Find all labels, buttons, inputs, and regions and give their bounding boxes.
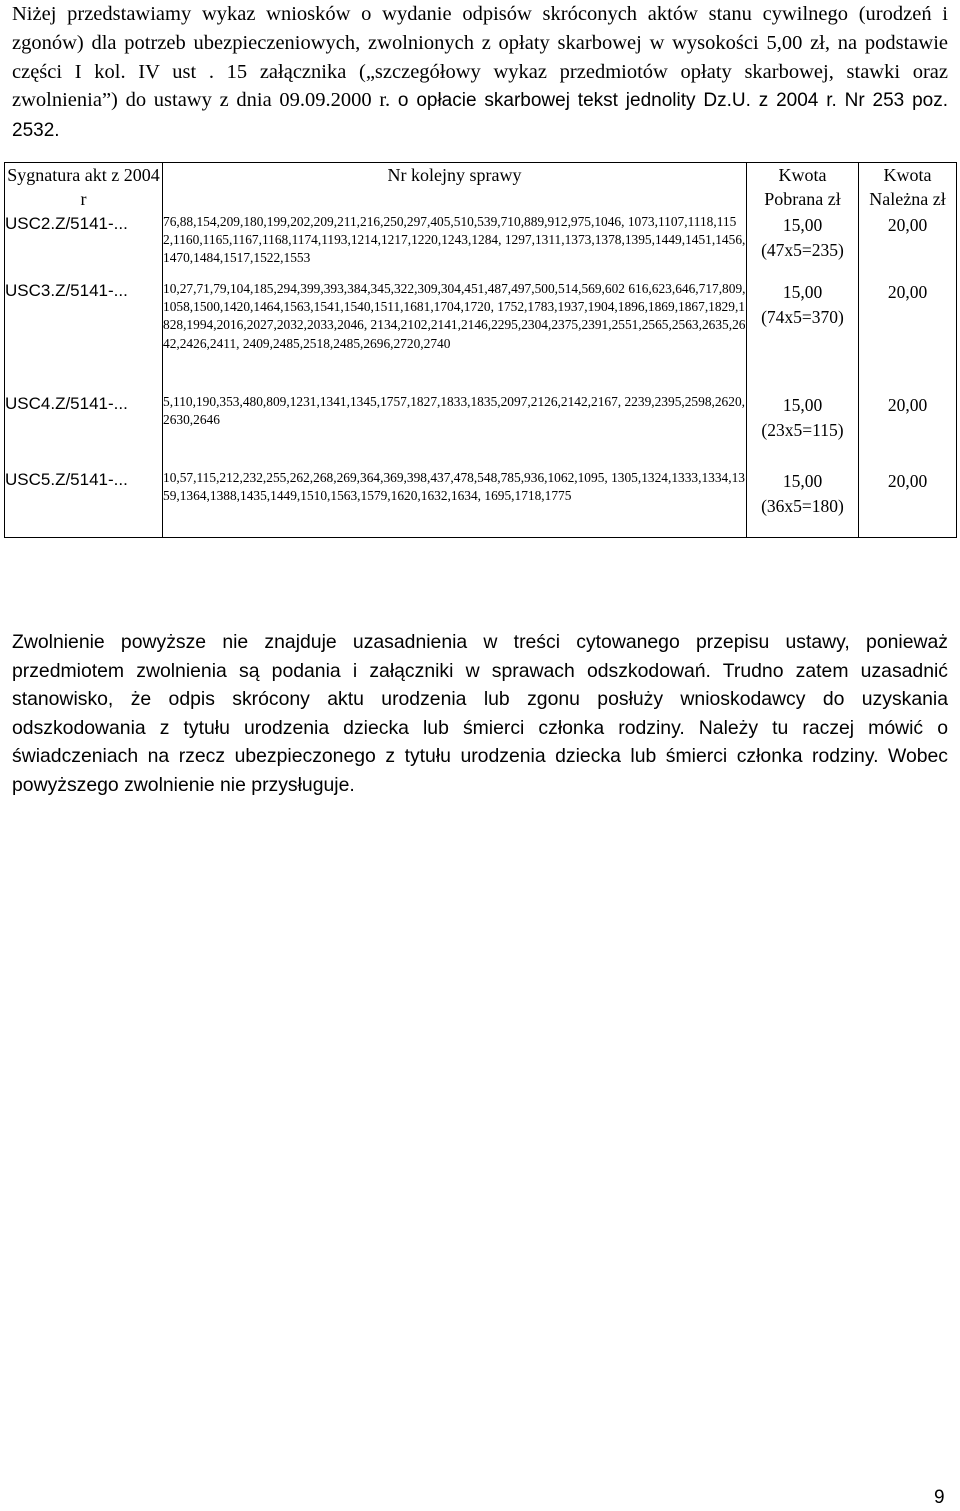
row-amount-collected (747, 469, 859, 538)
table-header-row (5, 163, 957, 214)
collected-calculation: (74x5=370) (761, 307, 844, 327)
row-case-numbers: 10,27,71,79,104,185,294,399,393,384,345,322,309,304,451,487,497,500,514,569,602 616,623,646,717,809,1058,1500,1420,1464,1563,1541,1540,1511,1681,1704,1720, 1752,1783,1937,1904,1896,1869,1867,1829,1828,1994,2016,2027,2032,2033,2046, 2134,2102,2141,2146,2295,2304,2375,2391,2551,2565,2563,2635,2642,2426,2411, 2409,2485,2518,2485,2696,2720,2740 (163, 280, 747, 393)
row-amount-due: 20,00 (859, 393, 957, 469)
row-signature: USC5.Z/5141-... (5, 469, 163, 538)
intro-text-part2: o opłacie skarbowej tekst jednolity Dz.U. z 2004 r. Nr 253 poz. 2532. (12, 90, 949, 142)
header-amount-collected: Kwota Pobrana zł (747, 163, 859, 214)
intro-paragraph (12, 0, 948, 146)
collected-value: 15,00 (782, 215, 823, 235)
collected-calculation: (23x5=115) (761, 420, 844, 440)
row-amount-collected (747, 280, 859, 393)
row-amount-collected (747, 213, 859, 280)
row-amount-due: 20,00 (859, 280, 957, 393)
collected-calculation: (36x5=180) (761, 496, 844, 516)
table-row (5, 280, 957, 393)
row-signature: USC3.Z/5141-... (5, 280, 163, 393)
row-signature: USC4.Z/5141-... (5, 393, 163, 469)
collected-value: 15,00 (782, 282, 823, 302)
collected-value: 15,00 (782, 471, 823, 491)
table-row (5, 469, 957, 538)
table-row (5, 393, 957, 469)
closing-paragraph: Zwolnienie powyższe nie znajduje uzasadnienia w treści cytowanego przepisu ustawy, ponieważ przedmiotem zwolnienia są podania i załączniki w sprawach odszkodowań. Trudno zatem uzasadnić stanowisko, że odpis skrócony aktu urodzenia lub zgonu posłuży wnioskodawcy do uzyskania odszkodowania z tytułu urodzenia dziecka lub śmierci członka rodziny. Należy tu raczej mówić o świadczeniach na rzecz ubezpieczonego z tytułu urodzenia dziecka lub śmierci członka rodziny. Wobec powyższego zwolnienie nie przysługuje. (12, 631, 948, 796)
row-signature: USC2.Z/5141-... (5, 213, 163, 280)
applications-table (4, 162, 957, 538)
row-case-numbers: 10,57,115,212,232,255,262,268,269,364,369,398,437,478,548,785,936,1062,1095, 1305,1324,1333,1334,1359,1364,1388,1435,1449,1510,1563,1579,1620,1632,1634, 1695,1718,1775 (163, 469, 747, 538)
header-signature: Sygnatura akt z 2004 r (5, 163, 163, 214)
row-amount-collected (747, 393, 859, 469)
page-number: 9 (934, 1487, 945, 1508)
intro-text-part1: Niżej przedstawiamy wykaz wniosków o wydanie odpisów skróconych aktów stanu cywilnego (urodzeń i zgonów) dla potrzeb ubezpieczeniowych, zwolnionych z opłaty skarbowej w wysokości 5,00 zł, na podstawie części I kol. IV ust . 15 załącznika („szczegółowy wykaz przedmiotów opłaty skarbowej, stawki oraz zwolnienia”) do ustawy z dnia 09.09.2000 r. (12, 3, 948, 112)
header-amount-due: Kwota Należna zł (859, 163, 957, 214)
row-case-numbers: 5,110,190,353,480,809,1231,1341,1345,1757,1827,1833,1835,2097,2126,2142,2167, 2239,2395,2598,2620,2630,2646 (163, 393, 747, 469)
collected-calculation: (47x5=235) (761, 240, 844, 260)
row-amount-due: 20,00 (859, 469, 957, 538)
table-row (5, 213, 957, 280)
row-case-numbers: 76,88,154,209,180,199,202,209,211,216,250,297,405,510,539,710,889,912,975,1046, 1073,1107,1118,1152,1160,1165,1167,1168,1174,1193,1214,1217,1220,1243,1284, 1297,1311,1373,1378,1395,1449,1451,1456,1470,1484,1517,1522,1553 (163, 213, 747, 280)
row-amount-due: 20,00 (859, 213, 957, 280)
collected-value: 15,00 (782, 395, 823, 415)
header-case-numbers: Nr kolejny sprawy (163, 163, 747, 214)
